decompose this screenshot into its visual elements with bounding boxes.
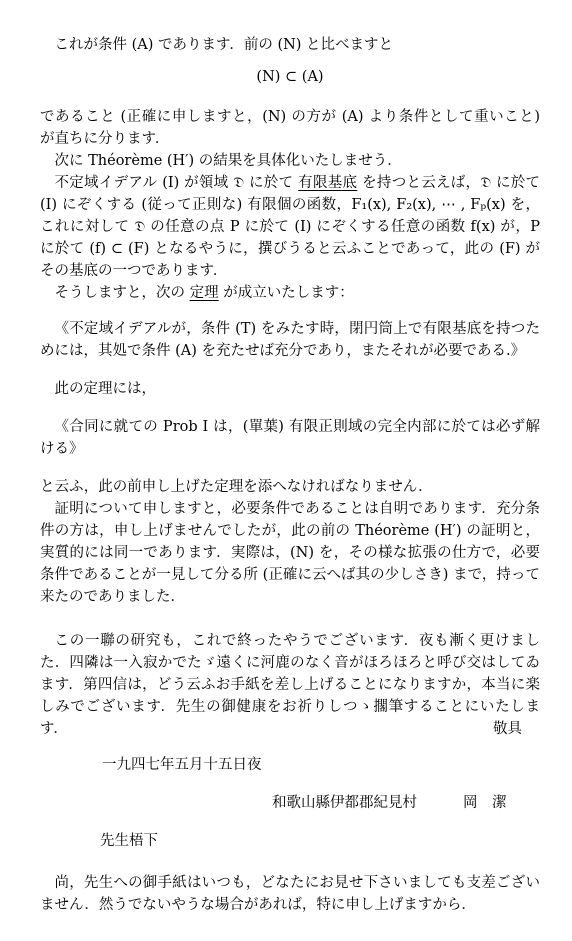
paragraph-theorem-note: 此の定理には， bbox=[54, 381, 156, 397]
signature-name: 岡 潔 bbox=[463, 795, 507, 811]
paragraph-finite-basis bbox=[40, 172, 540, 282]
paragraph-proof: 証明について申しますと，必要条件であることは自明であります．充分条件の方は，申し上げませんでしたが，此の前の Théorème (H′) の証明と，実質的には同一であります．実際は，(N) を，その様な拡張の仕方で，必要条件であることが一見して分る所 (正確に云へば其の少しさき) まで，持って来たのでありました． bbox=[40, 501, 540, 605]
paragraph-theoreme-h: 次に Théorème (H′) の結果を具体化いたしませう． bbox=[54, 153, 402, 169]
paragraph-add-theorem: と云ふ，此の前申し上げた定理を添へなければなりません． bbox=[40, 479, 433, 495]
theorem-intro-lead: そうしますと，次の bbox=[54, 285, 190, 301]
signature-block bbox=[40, 792, 540, 814]
paragraph-condition-a: これが条件 (A) であります．前の (N) と比べますと bbox=[54, 37, 394, 53]
formula-inclusion: (N) ⊂ (A) bbox=[256, 69, 324, 85]
finite-basis-rest: を持つと云えば，𝔇 に於て (I) にぞくする (従って正則な) 有限個の函数，F₁(x), F₂(x), ⋯ , Fₚ(x) を，これに対して 𝔇 の任意の点 P に於て (I) にぞくする任意の函数 f(x) が，P に於て (f) ⊂ (F) となるやうに，撰びうると云ふことであって，此の (F) がその基底の一つであります． bbox=[40, 175, 541, 279]
postscript: 尚，先生への御手紙はいつも，どなたにお見せ下さいましても支差ございません．然うでないやうな場合があれば，特に申し上げますから． bbox=[40, 875, 540, 913]
letter-date: 一九四七年五月十五日夜 bbox=[102, 757, 262, 773]
paragraph-comparison: であること (正確に申しますと，(N) の方が (A) より条件として重いこと) が直ちに分ります． bbox=[40, 109, 540, 147]
term-theorem: 定理 bbox=[189, 285, 219, 301]
term-finite-basis: 有限基底 bbox=[298, 175, 358, 191]
quote-prob-one: 《合同に就ての Prob I は，(單葉) 有限正則域の完全内部に於ては必ず解ける》 bbox=[40, 419, 540, 457]
theorem-intro-rest: が成立いたします： bbox=[218, 285, 354, 301]
signature-place: 和歌山縣伊都郡紀見村 bbox=[272, 795, 417, 811]
addressee: 先生梧下 bbox=[100, 833, 158, 849]
finite-basis-lead: 不定域イデアル (I) が領域 𝔇 に於て bbox=[54, 175, 299, 191]
closing-regards: 敬具 bbox=[493, 721, 522, 737]
quote-theorem: 《不定域イデアルが，条件 (T) をみたす時，閉円筒上で有限基底を持つためには，其処で条件 (A) を充たせば充分であり，またそれが必要である.》 bbox=[40, 321, 540, 359]
paragraph-theorem-intro bbox=[40, 282, 540, 304]
letter-page bbox=[40, 34, 540, 916]
paragraph-farewell: この一聯の研究も，これで終ったやうでございます．夜も漸く更けました．四隣は一入寂かでたゞ遠くに河鹿のなく音がほろほろと呼び交はしてゐます．第四信は，どう云ふお手紙を差し上げることになりますか，本当に楽しみでございます．先生の御健康をお祈りしつゝ擱筆することにいたします． bbox=[40, 633, 540, 737]
